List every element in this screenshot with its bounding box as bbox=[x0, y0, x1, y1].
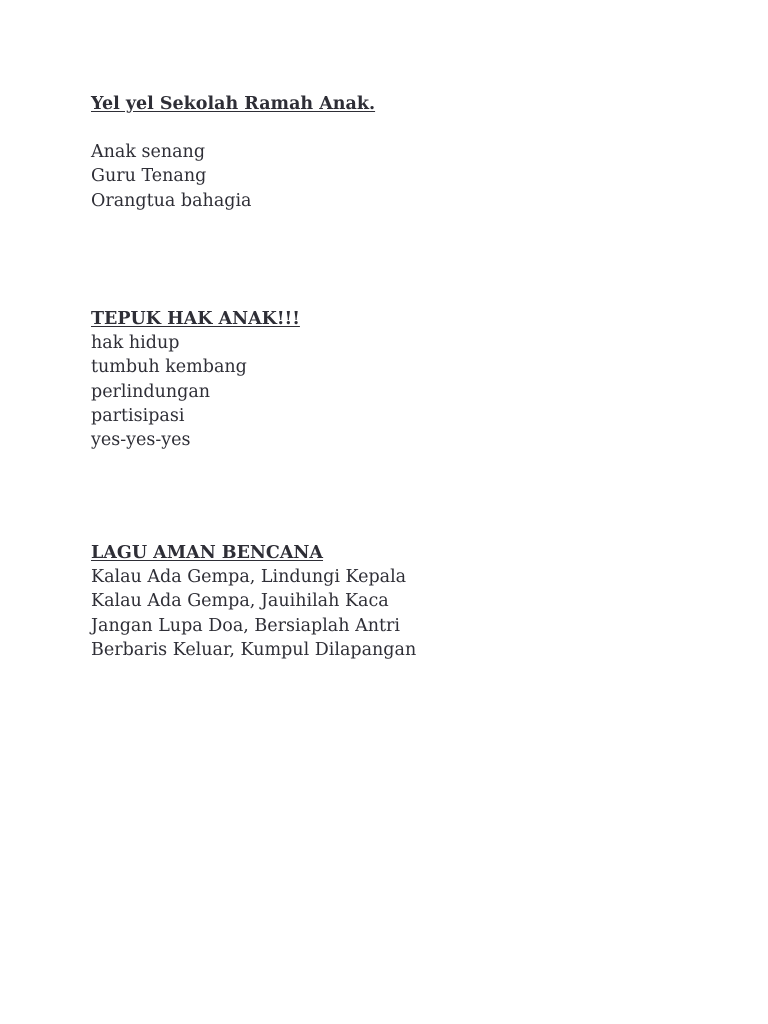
text-line: partisipasi bbox=[91, 405, 185, 426]
text-line: yes-yes-yes bbox=[91, 430, 191, 451]
text-line: Guru Tenang bbox=[91, 166, 207, 187]
section-lagu-aman-bencana bbox=[91, 541, 416, 662]
section-lines bbox=[91, 140, 711, 213]
text-line: perlindungan bbox=[91, 381, 211, 402]
text-line: Jangan Lupa Doa, Bersiaplah Antri bbox=[91, 615, 400, 636]
section-title: TEPUK HAK ANAK!!! bbox=[91, 309, 300, 329]
text-line: hak hidup bbox=[91, 333, 180, 353]
section-lines bbox=[91, 565, 416, 662]
section-lines bbox=[91, 331, 300, 452]
text-line: tumbuh kembang bbox=[91, 357, 247, 378]
document-page bbox=[91, 92, 711, 660]
text-line: Anak senang bbox=[91, 142, 206, 162]
text-line: Berbaris Keluar, Kumpul Dilapangan bbox=[91, 639, 417, 660]
text-line: Orangtua bahagia bbox=[91, 190, 252, 211]
section-title: LAGU AMAN BENCANA bbox=[91, 543, 324, 563]
section-title: Yel yel Sekolah Ramah Anak. bbox=[91, 94, 376, 114]
text-line: Kalau Ada Gempa, Lindungi Kepala bbox=[91, 567, 407, 587]
section-tepuk-hak-anak bbox=[91, 307, 300, 452]
section-yel-yel bbox=[91, 92, 711, 213]
text-line: Kalau Ada Gempa, Jauihilah Kaca bbox=[91, 591, 389, 612]
